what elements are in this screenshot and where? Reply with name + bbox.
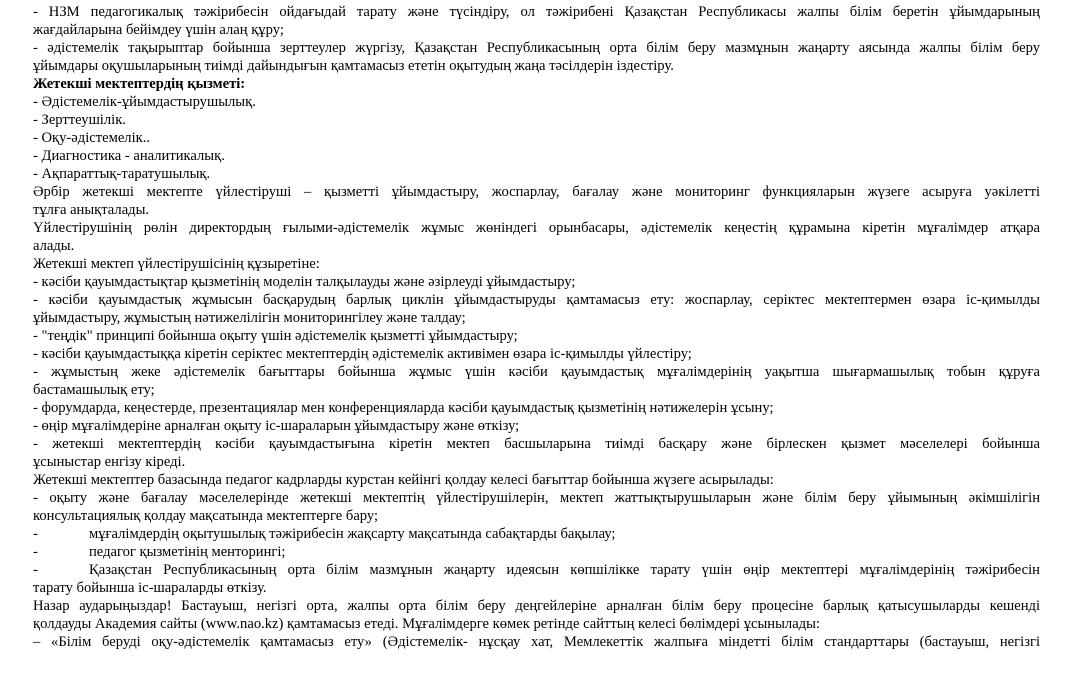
text-line [33,21,1040,39]
line-text: - кәсіби қауымдастықтар қызметінің моделін талқылауды және әзірлеуді ұйымдастыру; [33,274,576,290]
text-line [33,219,1040,237]
line-text: - НЗМ педагогикалық тәжірибесін ойдағыдай тарату және түсіндіру, ол тәжірибені Қазақстан Республикасы жалпы білім беретін ұйымдарының [33,4,1040,20]
text-line [33,93,1040,111]
text-line [33,255,1040,273]
text-line [33,543,1040,561]
text-line [33,579,1040,597]
line-text: мұғалімдердің оқытушылық тәжірибесін жақсарту мақсатында сабақтарды бақылау; [89,526,616,542]
line-text: - өңір мұғалімдеріне арналған оқыту іс-шараларын ұйымдастыру және өткізу; [33,418,520,434]
line-text: - кәсіби қауымдастыққа кіретін серіктес мектептердің әдістемелік активімен өзара іс-қимылды үйлестіру; [33,346,692,362]
line-text: тарату бойынша іс-шараларды өткізу. [33,580,267,596]
line-text: Жетекші мектептердің қызметі: [33,76,246,92]
text-line [33,147,1040,165]
list-dash: - [33,526,38,542]
line-text: ұйымдары оқушыларының тиімді дайындығын қамтамасыз ететін оқытудың жаңа тәсілдерін іздестіру. [33,58,674,74]
text-line [33,111,1040,129]
line-text: - Зерттеушілік. [33,112,126,128]
line-text: - әдістемелік тақырыптар бойынша зерттеулер жүргізу, Қазақстан Республикасының орта білім беру мазмұнын жаңарту аясында жалпы білім беру [33,40,1040,56]
line-text: Әрбір жетекші мектепте үйлестіруші – қызметті ұйымдастыру, жоспарлау, бағалау және мониторинг функцияларын жүзеге асыруға уәкілетті [33,184,1040,200]
line-text: қолдауды Академия сайты (www.nao.kz) қамтамасыз етеді. Мұғалімдерге көмек ретінде сайттың келесі бөлімдері ұсынылады: [33,616,820,632]
list-dash: - [33,544,38,560]
text-line [33,165,1040,183]
line-text: - Әдістемелік-ұйымдастырушылық. [33,94,256,110]
line-text: Үйлестірушінің рөлін директордың ғылыми-әдістемелік жұмыс жөніндегі орынбасары, әдістемелік кеңестің құрамына кіретін мұғалімдер атқара [33,220,1040,236]
line-text: - "теңдік" принципі бойынша оқыту үшін әдістемелік қызметті ұйымдастыру; [33,328,518,344]
text-line [33,597,1040,615]
text-line [33,507,1040,525]
text-line [33,309,1040,327]
text-line [33,183,1040,201]
line-text: - жетекші мектептердің кәсіби қауымдастығына кіретін мектеп басшыларына тиімді басқару және бірлескен қызмет мәселелері бойынша [33,436,1040,452]
text-line [33,561,1040,579]
text-line [33,129,1040,147]
line-text: педагог қызметінің менторингі; [89,544,286,560]
line-text: Қазақстан Республикасының орта білім мазмұнын жаңарту идеясын көпшілікке тарату үшін өңір мектептері мұғалімдерінің тәжірибесін [89,562,1040,578]
line-text: жағдайларына бейімдеу үшін алаң құру; [33,22,284,38]
line-text: - Ақпараттық-таратушылық. [33,166,211,182]
line-text: бастамашылық ету; [33,382,155,398]
line-text: ұйымдастыру, жұмыстың нәтижелілігін мониторингілеу және талдау; [33,310,466,326]
line-text: алады. [33,238,75,254]
section-heading [33,75,1040,93]
text-line [33,237,1040,255]
text-line [33,381,1040,399]
text-line [33,615,1040,633]
line-text: - оқыту және бағалау мәселелерінде жетекші мектептің үйлестірушілерін, мектеп жаттықтырушыларын және білім беру ұйымының әкімшілігін [33,490,1040,506]
text-line [33,201,1040,219]
text-line [33,345,1040,363]
text-line [33,471,1040,489]
text-line [33,327,1040,345]
text-line [33,39,1040,57]
text-line [33,435,1040,453]
text-line [33,417,1040,435]
text-line [33,453,1040,471]
text-line [33,3,1040,21]
text-line [33,633,1040,651]
line-text: Назар аударыңыздар! Бастауыш, негізгі орта, жалпы орта білім беру деңгейлеріне арналған білім беру процесіне барлық қатысушыларды кешенді [33,598,1040,614]
line-text: Жетекші мектеп үйлестірушісінің құзыретіне: [33,256,320,272]
text-line [33,489,1040,507]
line-text: тұлға анықталады. [33,202,150,218]
line-text: - Оқу-әдістемелік.. [33,130,151,146]
line-text: - Диагностика - аналитикалық. [33,148,225,164]
line-text: - форумдарда, кеңестерде, презентациялар мен конференцияларда кәсіби қауымдастық қызметінің нәтижелерін ұсыну; [33,400,774,416]
text-line [33,57,1040,75]
line-text: ұсыныстар енгізу кіреді. [33,454,186,470]
list-dash: - [33,562,38,578]
text-line [33,525,1040,543]
text-line [33,399,1040,417]
line-text: – «Білім беруді оқу-әдістемелік қамтамасыз ету» (Әдістемелік- нұсқау хат, Мемлекеттік жалпыға міндетті білім стандарттары (бастауыш, негізгі [33,634,1040,650]
text-line [33,291,1040,309]
line-text: консультациялық қолдау мақсатында мектептерге бару; [33,508,379,524]
line-text: Жетекші мектептер базасында педагог кадрларды курстан кейінгі қолдау келесі бағыттар бойынша жүзеге асырылады: [33,472,774,488]
text-line [33,363,1040,381]
line-text: - жұмыстың жеке әдістемелік бағыттары бойынша жұмыс үшін кәсіби қауымдастық мұғалімдерінің уақытша шығармашылық тобын құруға [33,364,1040,380]
text-line [33,273,1040,291]
line-text: - кәсіби қауымдастық жұмысын басқарудың барлық циклін ұйымдастыруды қамтамасыз ету: жоспарлау, серіктес мектептермен өзара іс-қимылды [33,292,1040,308]
